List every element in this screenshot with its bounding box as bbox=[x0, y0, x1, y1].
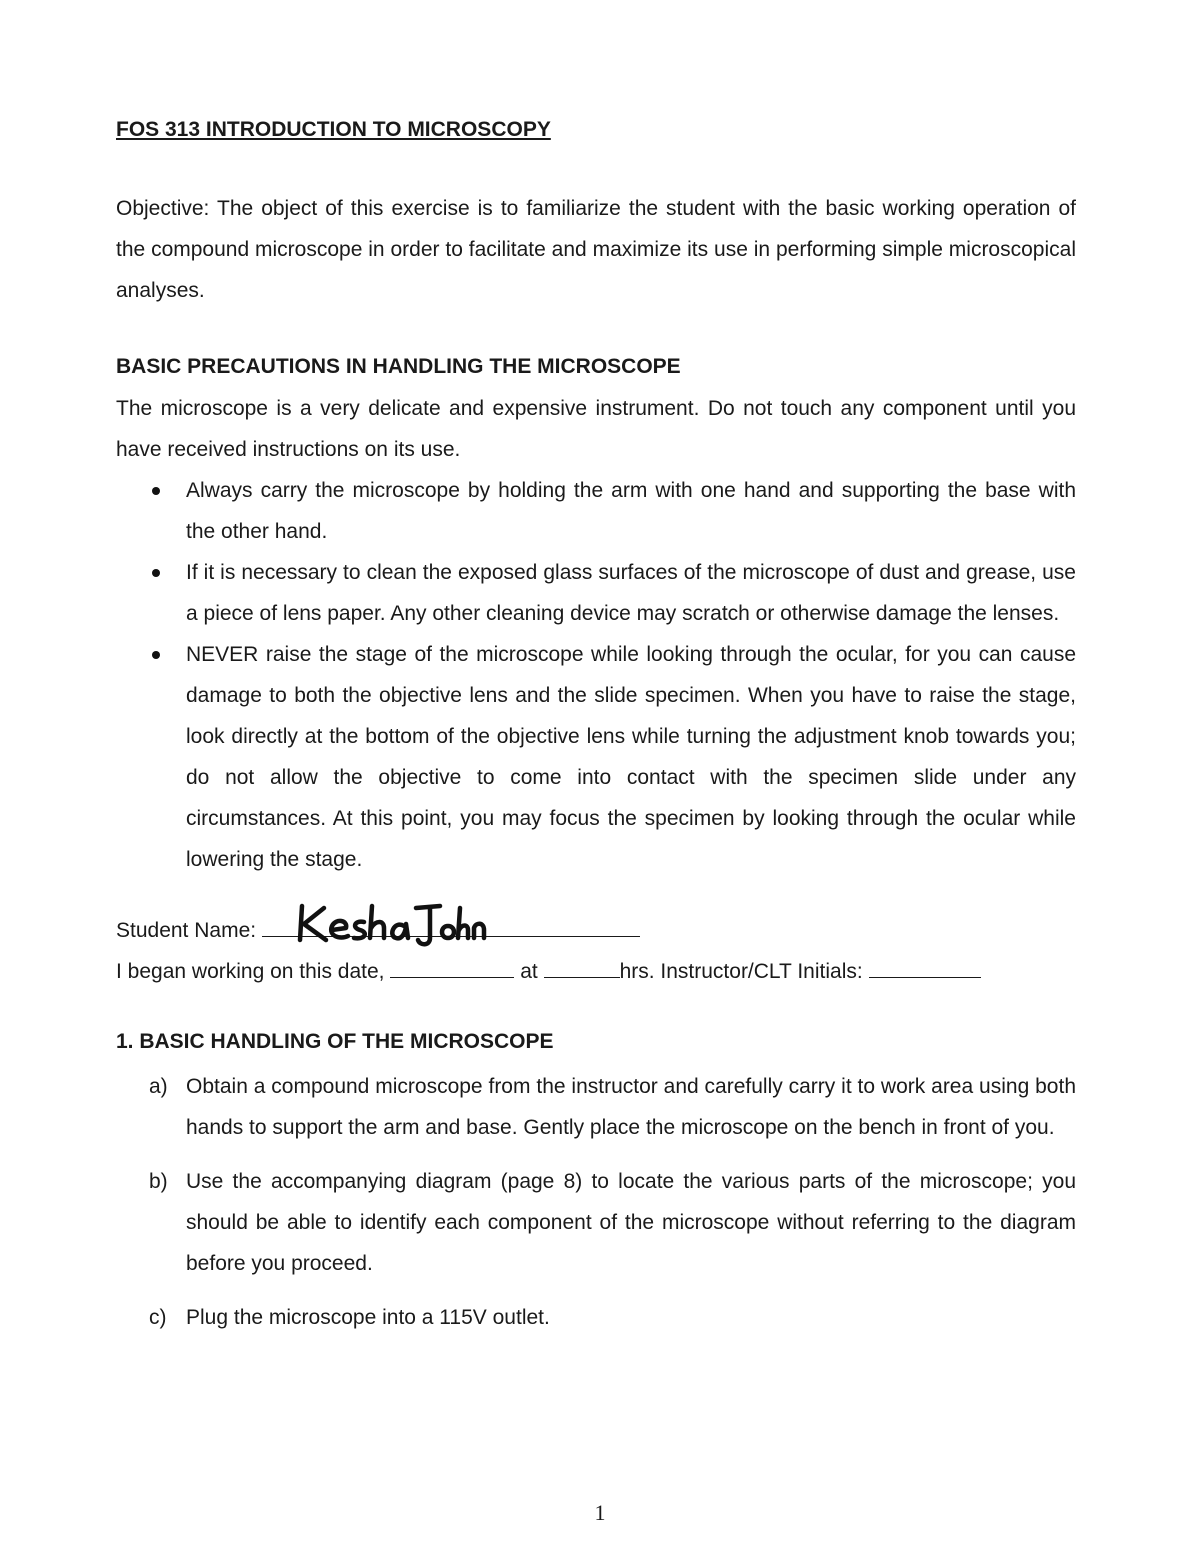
precautions-intro: The microscope is a very delicate and expensive instrument. Do not touch any component until you have received instructions on its use. bbox=[116, 397, 1076, 461]
began-text: I began working on this date, bbox=[116, 960, 385, 983]
signature-image bbox=[292, 900, 492, 948]
page-number: 1 bbox=[594, 1500, 606, 1525]
at-text: at bbox=[520, 960, 538, 983]
precautions-heading: BASIC PRECAUTIONS IN HANDLING THE MICROSCOPE bbox=[116, 355, 681, 378]
step-text: Plug the microscope into a 115V outlet. bbox=[186, 1306, 550, 1329]
step-marker: b) bbox=[149, 1170, 168, 1193]
initials-field[interactable] bbox=[869, 977, 981, 978]
section-1-heading: 1. BASIC HANDLING OF THE MICROSCOPE bbox=[116, 1030, 554, 1053]
precaution-text: NEVER raise the stage of the microscope while looking through the ocular, for you can cause damage to both the objective lens and the slide specimen. When you have to raise the stage, look directly at the bottom of the objective lens while turning the adjustment knob towards you; do not allow the objective to come into contact with the specimen slide under any circumstances. At this point, you may focus the specimen by looking through the ocular while lowering the stage. bbox=[186, 643, 1076, 871]
hours-field[interactable] bbox=[544, 977, 620, 978]
precaution-text: Always carry the microscope by holding the arm with one hand and supporting the base with the other hand. bbox=[186, 479, 1076, 543]
document-title: FOS 313 INTRODUCTION TO MICROSCOPY bbox=[116, 118, 551, 141]
precaution-item bbox=[116, 634, 1076, 880]
date-field[interactable] bbox=[390, 977, 514, 978]
precautions-list bbox=[116, 470, 1076, 880]
bullet-icon bbox=[152, 651, 160, 659]
step-text: Use the accompanying diagram (page 8) to locate the various parts of the microscope; you should be able to identify each component of the microscope without referring to the diagram before you proceed. bbox=[186, 1170, 1076, 1275]
objective-paragraph: Objective: The object of this exercise is to familiarize the student with the basic working operation of the compound microscope in order to facilitate and maximize its use in performing simple microscopical analyses. bbox=[116, 197, 1076, 302]
precaution-item bbox=[116, 552, 1076, 634]
student-name-line bbox=[116, 910, 1076, 951]
step-marker: a) bbox=[149, 1075, 168, 1098]
step-marker: c) bbox=[149, 1306, 167, 1329]
step-item bbox=[116, 1297, 1076, 1338]
precaution-text: If it is necessary to clean the exposed glass surfaces of the microscope of dust and grease, use a piece of lens paper. Any other cleaning device may scratch or otherwise damage the lenses. bbox=[186, 561, 1076, 625]
step-item bbox=[116, 1161, 1076, 1284]
bullet-icon bbox=[152, 487, 160, 495]
bullet-icon bbox=[152, 569, 160, 577]
step-text: Obtain a compound microscope from the instructor and carefully carry it to work area using both hands to support the arm and base. Gently place the microscope on the bench in front of you. bbox=[186, 1075, 1076, 1139]
step-item bbox=[116, 1066, 1076, 1148]
page-content bbox=[116, 116, 1076, 1338]
student-name-label: Student Name: bbox=[116, 919, 257, 942]
start-date-line bbox=[116, 951, 1076, 992]
section-1-steps bbox=[116, 1066, 1076, 1338]
hrs-text: hrs. Instructor/CLT Initials: bbox=[619, 960, 863, 983]
precaution-item bbox=[116, 470, 1076, 552]
